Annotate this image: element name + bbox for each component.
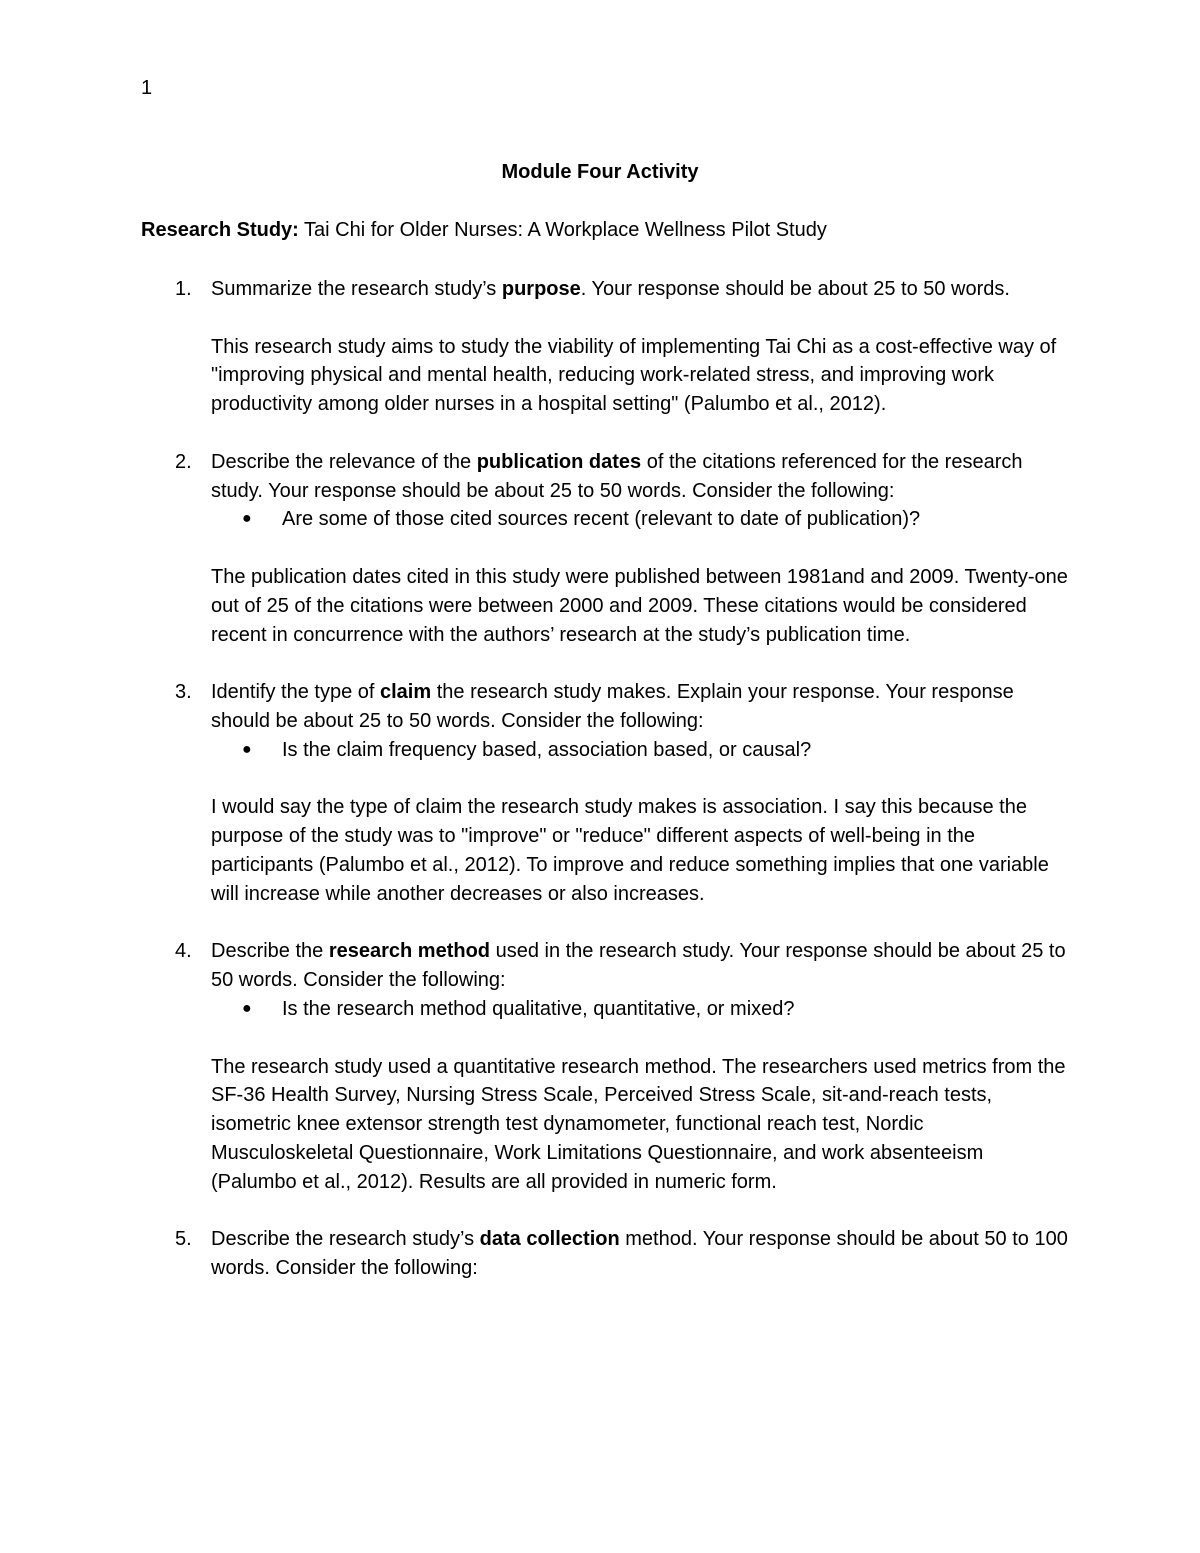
bullet-item [211, 505, 1071, 534]
bullet-icon: ● [242, 999, 252, 1017]
question-5 [141, 1225, 1071, 1283]
question-keyword: claim [380, 681, 432, 704]
question-text-pre: Identify the type of [211, 681, 380, 704]
question-text-pre: Describe the [211, 940, 329, 963]
bullet-item [211, 995, 1071, 1024]
page-number: 1 [141, 77, 153, 99]
question-keyword: purpose [501, 278, 581, 300]
answer-1: This research study aims to study the viability of implementing Tai Chi as a cost-effective way of "improving physical and mental health, reducing work-related stress, and improving work productivity among older nurses in a hospital setting" (Palumbo et al., 2012). [211, 335, 1057, 416]
bullet-icon: ● [242, 510, 252, 528]
bullet-text: Is the claim frequency based, association based, or causal? [282, 738, 812, 761]
question-keyword: research method [328, 940, 491, 963]
bullet-text: Are some of those cited sources recent (relevant to date of publication)? [282, 508, 921, 531]
bullet-item [211, 736, 1071, 765]
question-text-post: of the citations referenced for the research study. Your response should be about 25 to 50 words. Consider the following: [211, 450, 1023, 502]
bullet-icon: ● [242, 740, 252, 758]
bullet-text: Is the research method qualitative, quantitative, or mixed? [282, 997, 795, 1020]
question-3 [141, 678, 1071, 736]
question-text [211, 681, 1014, 732]
question-number: 1. [175, 278, 192, 300]
question-number: 5. [175, 1228, 192, 1251]
research-study-label: Research Study: [141, 219, 299, 241]
question-text [211, 451, 1023, 502]
question-text-post: method. Your response should be about 50 to 100 words. Consider the following: [211, 1228, 1068, 1280]
question-keyword: publication dates [476, 450, 642, 473]
question-number: 2. [175, 450, 192, 473]
question-4 [141, 937, 1071, 995]
question-text [211, 1228, 1068, 1279]
question-text-pre: Describe the relevance of the [211, 450, 477, 473]
question-text-post: the research study makes. Explain your response. Your response should be about 25 to 50 words. Consider the following: [211, 681, 1014, 732]
answer-4: The research study used a quantitative research method. The researchers used metrics from the SF-36 Health Survey, Nursing Stress Scale, Perceived Stress Scale, sit-and-reach tests, isometric knee extensor strength test dynamometer, functional reach test, Nordic Musculoskeletal Questionnaire, Work Limitations Questionnaire, and work absenteeism (Palumbo et al., 2012). Results are all provided in numeric form. [211, 1055, 1066, 1193]
question-text [211, 278, 1010, 300]
question-keyword: data collection [479, 1228, 620, 1251]
answer-3: I would say the type of claim the research study makes is association. I say this because the purpose of the study was to "improve" or "reduce" different aspects of well-being in the participants (Palumbo et al., 2012). To improve and reduce something implies that one variable will increase while another decreases or also increases. [211, 796, 1049, 905]
document-title: Module Four Activity [501, 161, 699, 183]
question-text-post: . Your response should be about 25 to 50 words. [580, 278, 1010, 300]
question-number: 4. [175, 940, 192, 963]
question-list [141, 275, 1071, 1283]
question-2 [141, 448, 1071, 506]
question-number: 3. [175, 681, 192, 704]
research-study-line [141, 218, 827, 242]
question-1 [141, 275, 1071, 304]
answer-2: The publication dates cited in this study were published between 1981and and 2009. Twenty-one out of 25 of the citations were between 2000 and 2009. These citations would be considered recent in concurrence with the authors’ research at the study’s publication time. [211, 565, 1068, 646]
question-text-post: used in the research study. Your response should be about 25 to 50 words. Consider the following: [211, 940, 1066, 992]
question-text-pre: Summarize the research study’s [211, 278, 502, 300]
question-text [211, 940, 1066, 991]
question-text-pre: Describe the research study’s [211, 1228, 480, 1251]
research-study-title: Tai Chi for Older Nurses: A Workplace Wellness Pilot Study [298, 219, 827, 241]
